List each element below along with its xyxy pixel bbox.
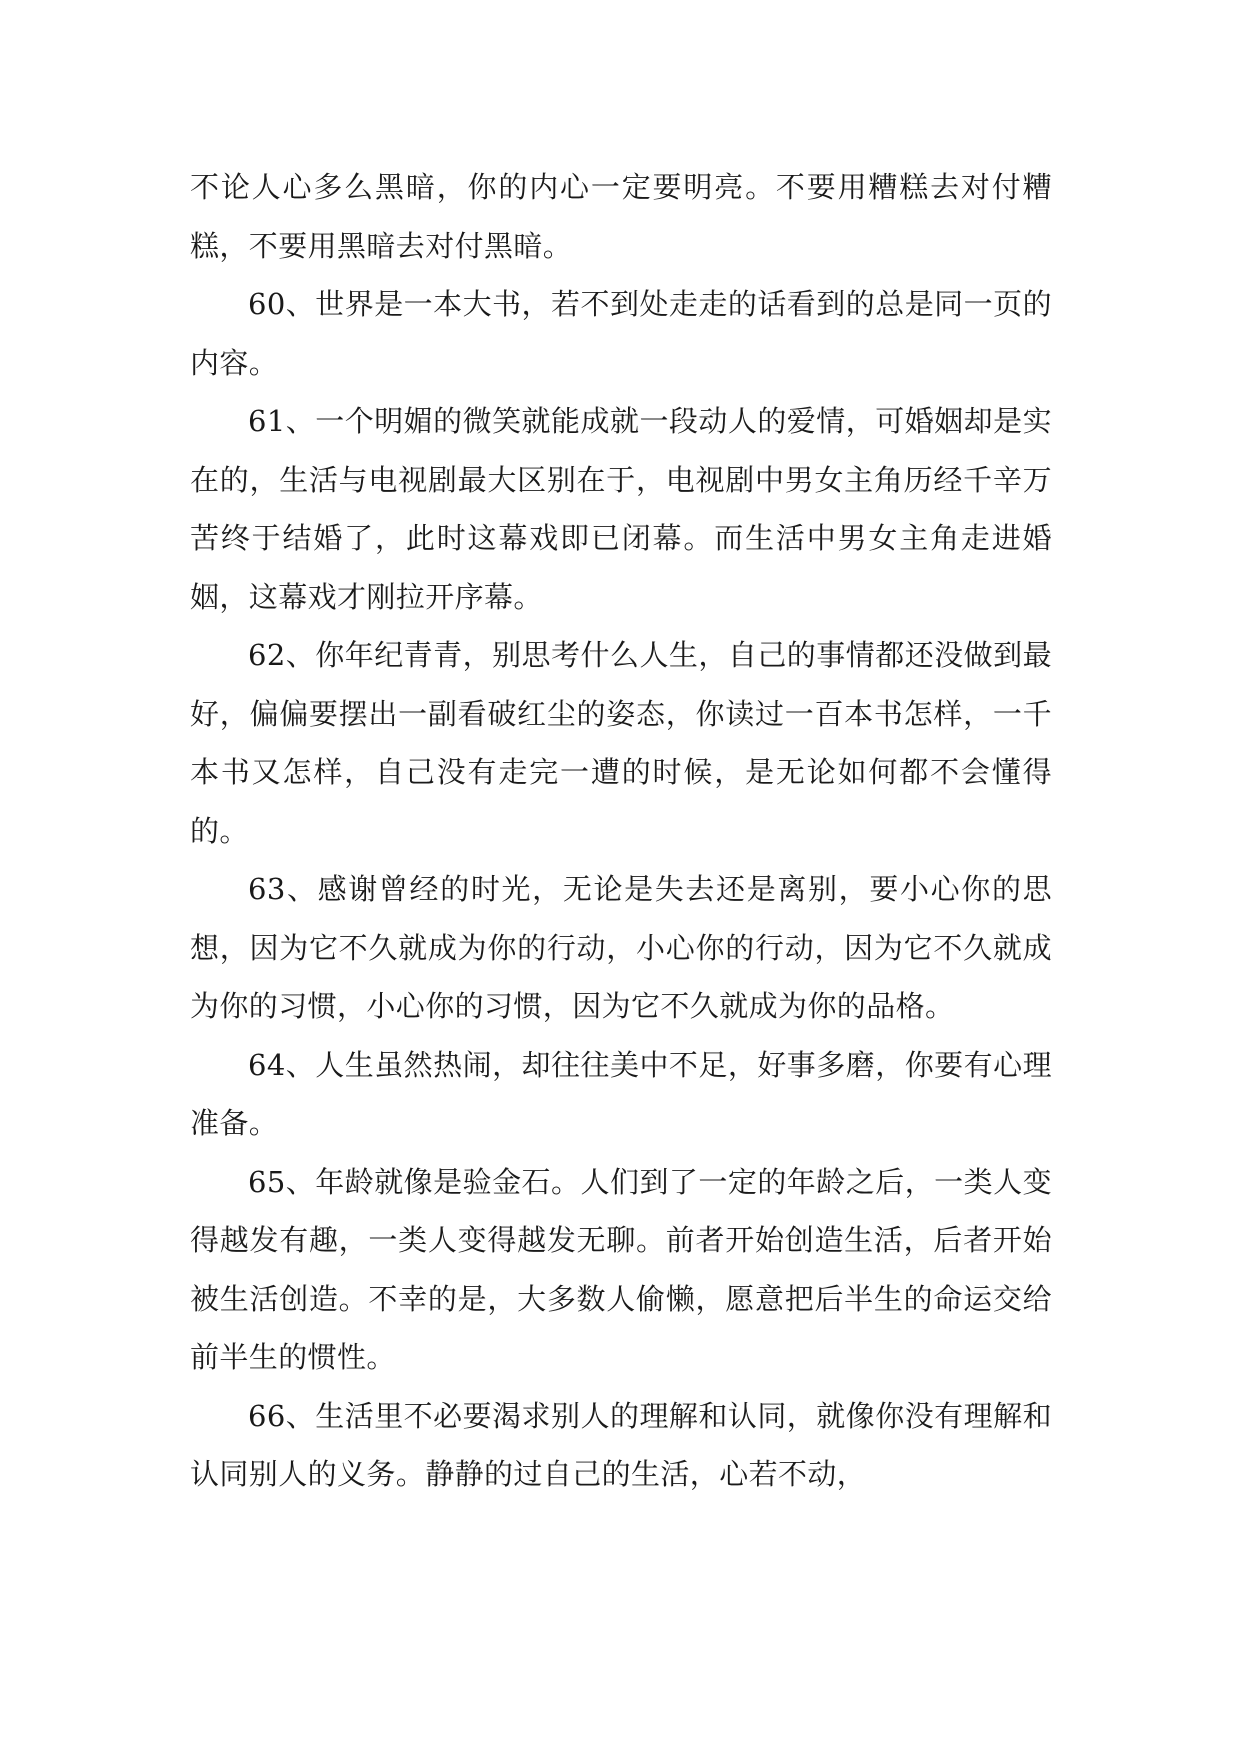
paragraph-65: 65、年龄就像是验金石。人们到了一定的年龄之后，一类人变得越发有趣，一类人变得越发无聊。前者开始创造生活，后者开始被生活创造。不幸的是，大多数人偷懒，愿意把后半生的命运交给前半生的惯性。: [190, 1164, 1052, 1374]
paragraph-continued: 不论人心多么黑暗，你的内心一定要明亮。不要用糟糕去对付糟糕，不要用黑暗去对付黑暗。: [190, 170, 1052, 263]
paragraph-66: 66、生活里不必要渴求别人的理解和认同，就像你没有理解和认同别人的义务。静静的过自己的生活，心若不动，: [190, 1398, 1052, 1491]
paragraph-63: 63、感谢曾经的时光，无论是失去还是离别，要小心你的思想，因为它不久就成为你的行动，小心你的行动，因为它不久就成为你的习惯，小心你的习惯，因为它不久就成为你的品格。: [190, 872, 1052, 1023]
paragraph-61: 61、一个明媚的微笑就能成就一段动人的爱情，可婚姻却是实在的，生活与电视剧最大区别在于，电视剧中男女主角历经千辛万苦终于结婚了，此时这幕戏即已闭幕。而生活中男女主角走进婚姻，这幕戏才刚拉开序幕。: [190, 404, 1052, 614]
paragraph-62: 62、你年纪青青，别思考什么人生，自己的事情都还没做到最好，偏偏要摆出一副看破红尘的姿态，你读过一百本书怎样，一千本书又怎样，自己没有走完一遭的时候，是无论如何都不会懂得的。: [190, 638, 1052, 848]
document-body: [190, 158, 1052, 1504]
paragraph-64: 64、人生虽然热闹，却往往美中不足，好事多磨，你要有心理准备。: [190, 1047, 1052, 1140]
paragraph-60: 60、世界是一本大书，若不到处走走的话看到的总是同一页的内容。: [190, 287, 1052, 380]
